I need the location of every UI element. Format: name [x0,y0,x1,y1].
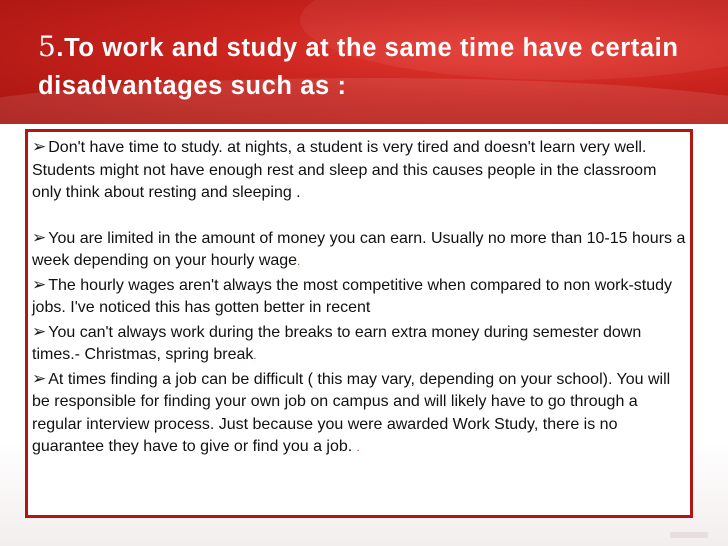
bullet-item [32,274,690,321]
bullet-trail: . [356,442,360,454]
bullet-item [32,321,690,368]
arrow-bullet-icon: ➢ [32,137,47,156]
arrow-bullet-icon: ➢ [32,227,47,247]
bullet-text: You can't always work during the breaks to earn extra money during semester down times.- Christmas, spring break [32,323,642,363]
slide-title-text: .To work and study at the same time have certain disadvantages such as : [38,34,679,100]
bullet-item [32,136,690,206]
bullet-trail: . [297,256,301,268]
bullet-text: You are limited in the amount of money you can earn. Usually no more than 10-15 hours a week depending on your hourly wage [32,229,686,269]
arrow-bullet-icon: ➢ [32,321,47,341]
slide-title-number: 5 [38,30,57,63]
bullet-text: The hourly wages aren't always the most competitive when compared to non work-study jobs. I've noticed this has gotten better in recent [32,276,673,316]
bullet-trail: . [253,350,257,362]
bullet-list [28,132,690,460]
slide-title [38,28,718,105]
arrow-bullet-icon: ➢ [32,274,47,294]
bullet-item [32,368,690,460]
arrow-bullet-icon: ➢ [32,368,47,388]
footer-watermark [670,532,708,538]
bullet-item [32,227,690,274]
content-box [25,129,693,518]
bullet-text: At times finding a job can be difficult ( this may vary, depending on your school). You will be responsible for finding your own job on campus and will likely have to go through a regular interview process. Just because you were awarded Work Study, there is no guarantee they have to give or find you a job. [32,370,671,455]
bullet-text: Don't have time to study. at nights, a student is very tired and doesn't learn very well. Students might not have enough rest and sleep and this causes people in the classroom only think about resting and sleeping . [32,139,657,201]
